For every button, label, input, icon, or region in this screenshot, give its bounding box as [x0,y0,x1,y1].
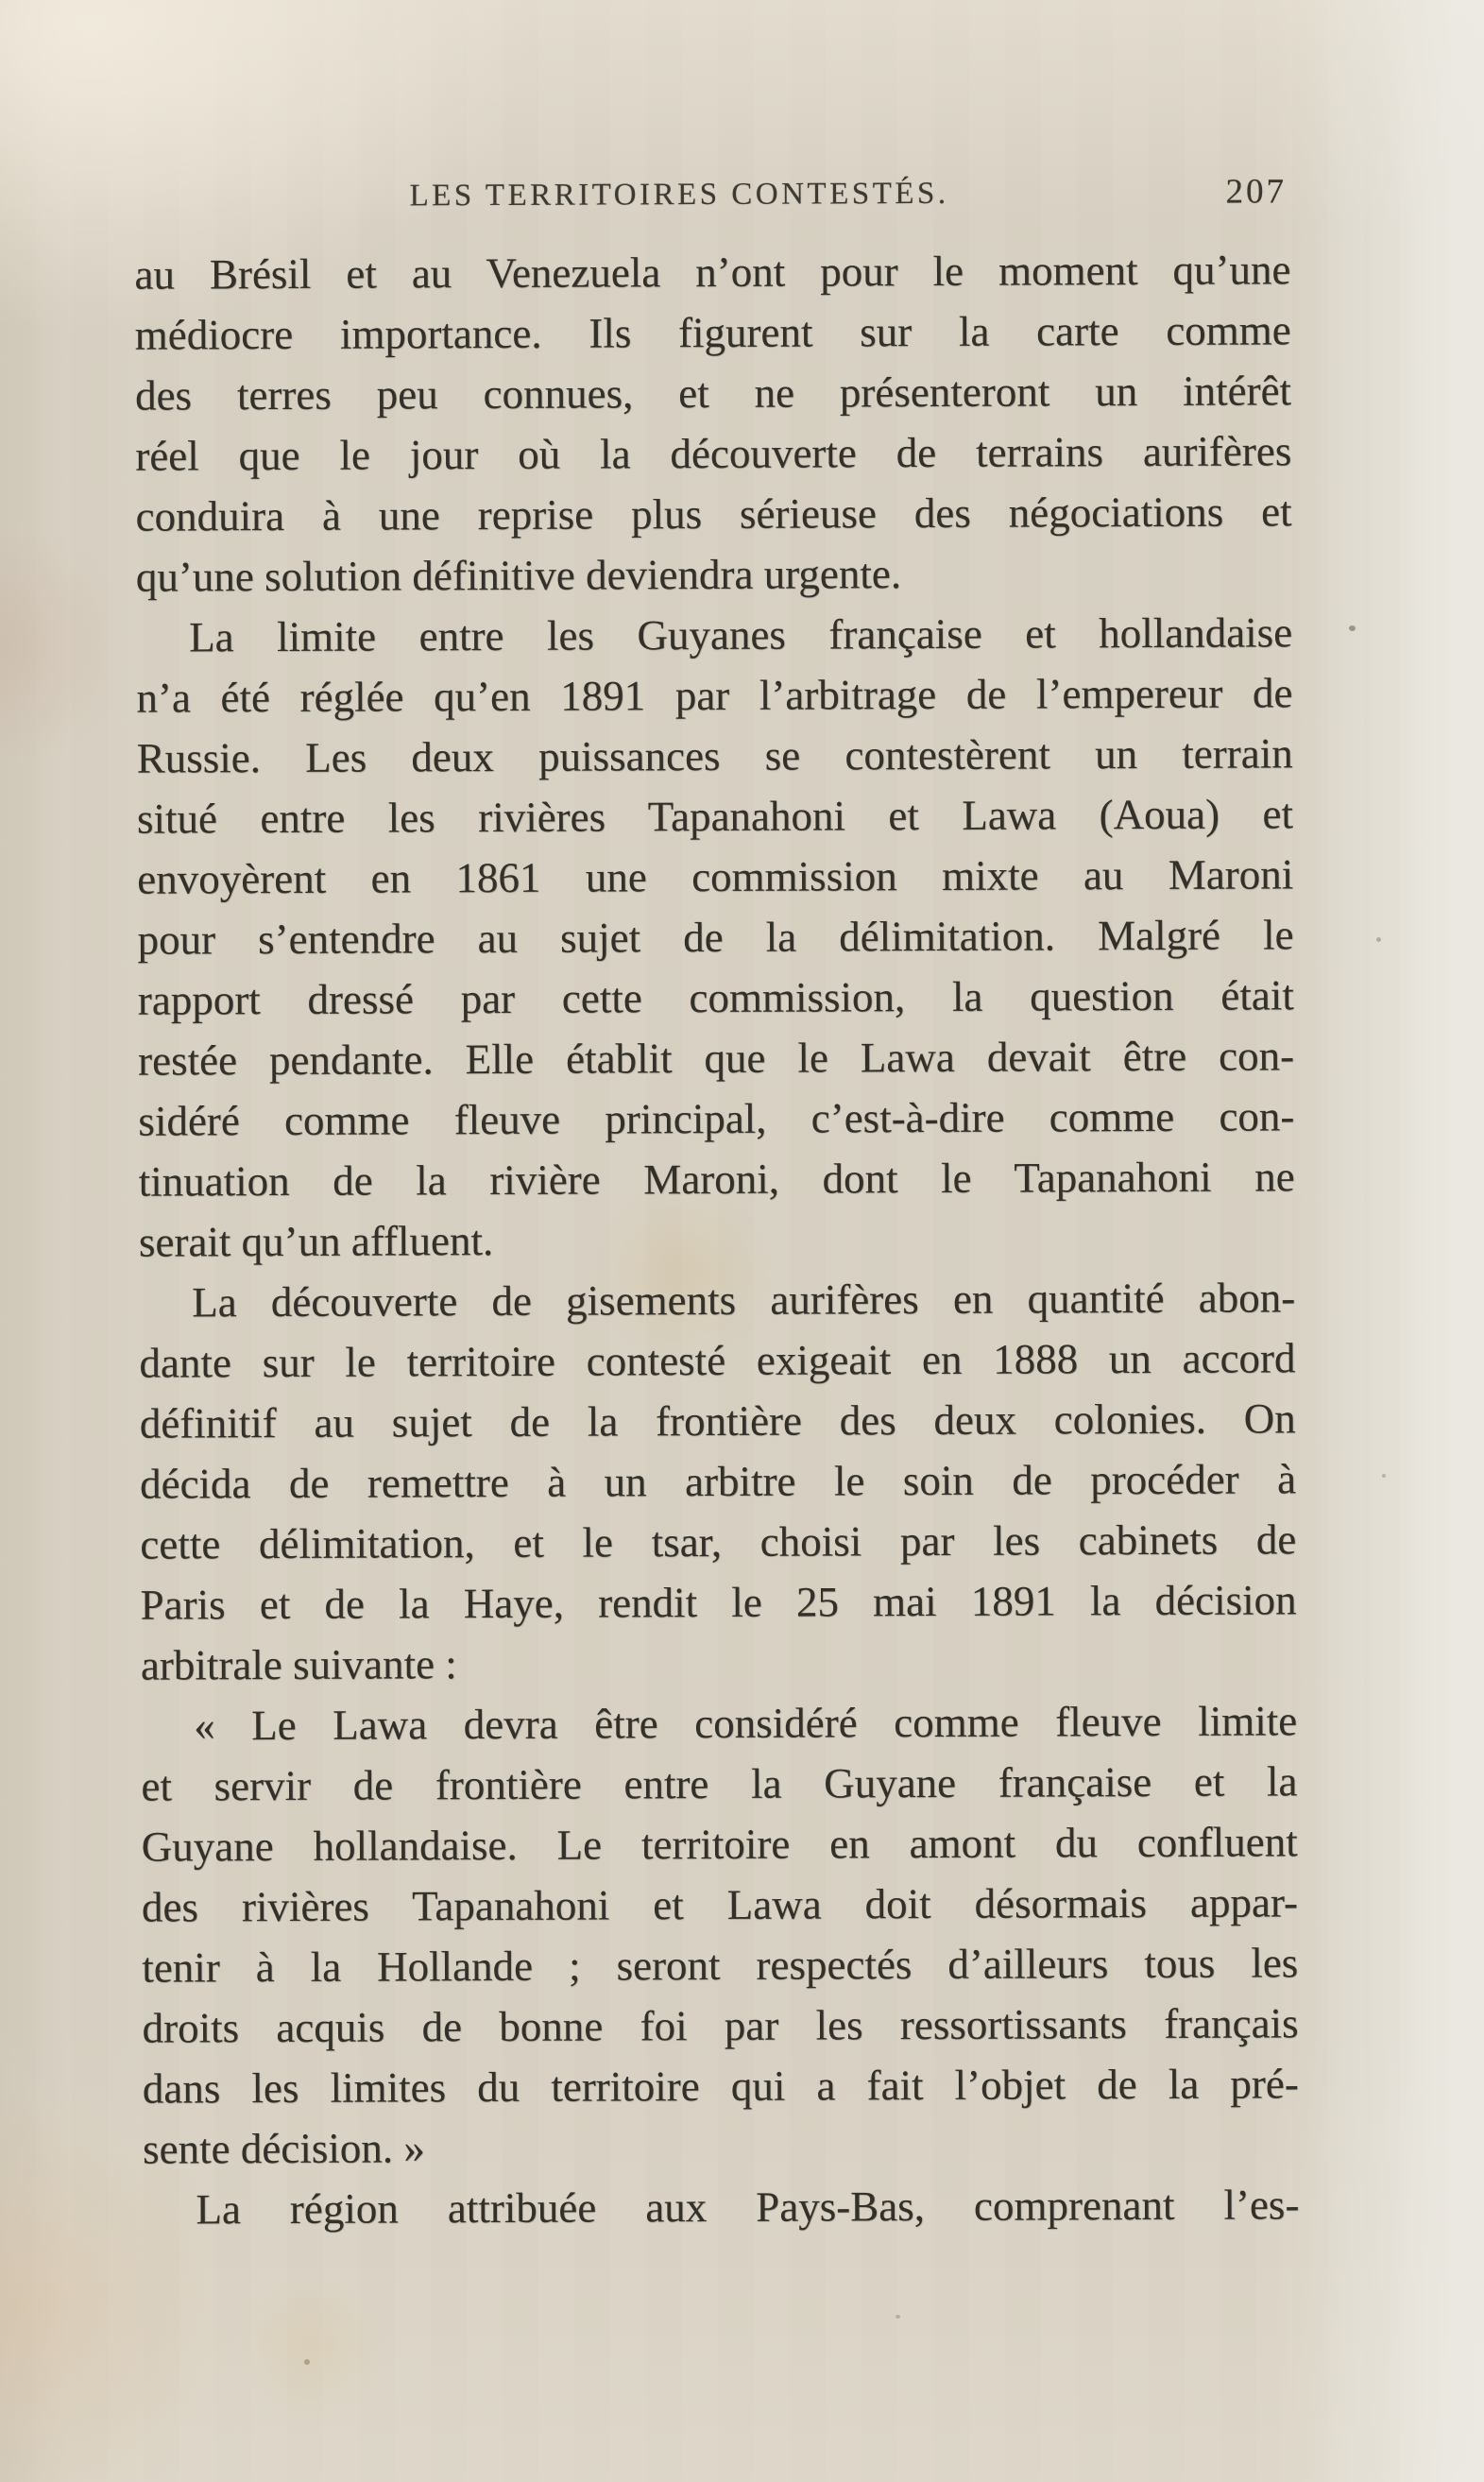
paragraph [136,602,1295,1272]
text-line: envoyèrent en 1861 une commission mixte au Maroni [137,850,1294,903]
text-line: La découverte de gisements aurifères en quantité abon- [192,1274,1296,1327]
text-line: La région attribuée aux Pays-Bas, comprenant l’es- [196,2181,1300,2234]
text-line: sente décision. » [142,2124,425,2173]
text-line: dans les limites du territoire qui a fait l’objet de la pré- [142,2060,1299,2113]
text-line: définitif au sujet de la frontière des deux colonies. On [139,1395,1296,1447]
text-line: La limite entre les Guyanes française et hollandaise [189,608,1293,661]
text-line: dante sur le territoire contesté exigeait en 1888 un accord [139,1334,1296,1387]
page-number: 207 [1225,172,1288,212]
text-line: sidéré comme fleuve principal, c’est-à-dire comme con- [138,1092,1295,1145]
paragraph [134,239,1292,607]
text-line: arbitrale suivante : [140,1640,457,1689]
text-line: des terres peu connues, et ne présenteront un intérêt [134,367,1292,419]
paper-speck [304,2359,310,2365]
page-header [134,173,1290,221]
paragraph [139,1267,1297,1695]
paragraph [141,1690,1299,2179]
running-title: LES TERRITOIRES CONTESTÉS. [409,176,949,214]
text-line: rapport dressé par cette commission, la question était [137,971,1294,1024]
text-line: cette délimitation, et le tsar, choisi par les cabinets de [140,1515,1297,1568]
text-line: serait qu’un affluent. [138,1217,494,1266]
text-line: Paris et de la Haye, rendit le 25 mai 1891 la décision [140,1576,1297,1629]
text-line: réel que le jour où la découverte de terrains aurifères [135,427,1292,480]
page-content [134,173,1300,2239]
text-line: tinuation de la rivière Maroni, dont le Tapanahoni ne [138,1153,1295,1206]
text-line: situé entre les rivières Tapanahoni et Lawa (Aoua) et [136,790,1294,843]
paragraph [143,2174,1299,2239]
text-line: médiocre importance. Ils figurent sur la carte comme [134,306,1291,359]
text-line: décida de remettre à un arbitre le soin de procéder à [139,1455,1297,1508]
text-line: tenir à la Hollande ; seront respectés d’ailleurs tous les [142,1939,1299,1992]
text-line: restée pendante. Elle établit que le Lawa devait être con- [137,1032,1295,1085]
text-line: « Le Lawa devra être considéré comme fleuve limite [194,1697,1298,1750]
paper-speck [1376,937,1381,942]
text-line: Guyane hollandaise. Le territoire en amont du confluent [141,1818,1298,1871]
text-line: n’a été réglée qu’en 1891 par l’arbitrage de l’empereur de [136,669,1293,722]
text-line: qu’une solution définitive deviendra urgente. [135,550,902,601]
paper-speck [1382,1474,1386,1478]
text-line: et servir de frontière entre la Guyane française et la [141,1757,1298,1810]
text-line: conduira à une reprise plus sérieuse des négociations et [135,488,1292,540]
text-line: des rivières Tapanahoni et Lawa doit désormais appar- [141,1878,1299,1931]
text-line: droits acquis de bonne foi par les ressortissants français [142,1999,1299,2052]
paper-speck [896,2315,900,2319]
text-line: Russie. Les deux puissances se contestèrent un terrain [136,729,1293,782]
text-line: pour s’entendre au sujet de la délimitation. Malgré le [137,911,1294,964]
text-line: au Brésil et au Venezuela n’ont pour le moment qu’une [134,246,1291,299]
paper-speck [1349,625,1356,631]
